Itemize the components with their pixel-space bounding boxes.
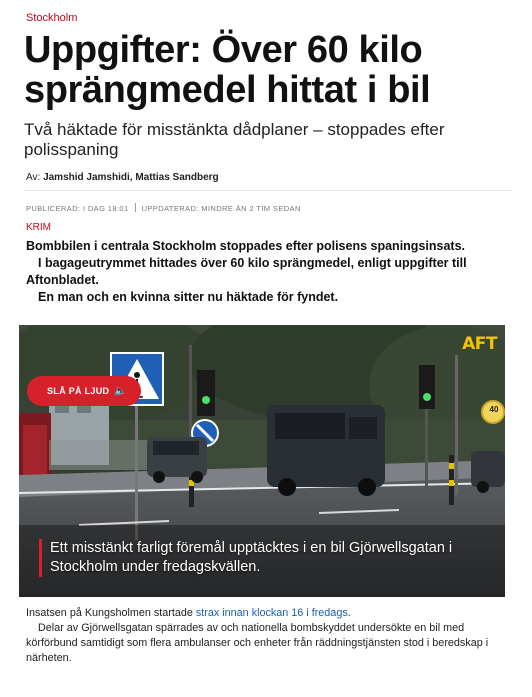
lead-line: En man och en kvinna sitter nu häktade för fyndet. <box>38 290 339 304</box>
aftonbladet-logo: AFT <box>462 334 497 354</box>
video-caption: Ett misstänkt farligt föremål upptäcktes i en bil Gjörwellsgatan i Stockholm under fredagskvällen. <box>39 539 505 577</box>
unmute-label: SLÅ PÅ LJUD <box>47 386 110 396</box>
body-paragraph: Delar av Gjörwellsgatan spärrades av och nationella bombskyddet undersökte en bil med körförbund samtidigt som flera ambulanser och enheter från räddningstjänsten stod i beredskap i närheten. <box>26 622 489 664</box>
speed-sign-number: 40 <box>489 405 499 414</box>
publish-meta <box>26 203 301 213</box>
body-text-suffix: . <box>347 607 351 619</box>
unmute-button[interactable] <box>27 376 141 406</box>
section-label[interactable]: Stockholm <box>26 12 78 24</box>
byline <box>26 172 219 183</box>
article-body <box>26 606 516 666</box>
lead-paragraph <box>26 238 512 306</box>
body-paragraph <box>26 606 516 621</box>
lead-line: I bagageutrymmet hittades över 60 kilo sprängmedel, enligt uppgifter till Aftonbladet. <box>26 256 467 287</box>
headline: Uppgifter: Över 60 kilo sprängmedel hittat i bil <box>24 29 431 111</box>
author-names[interactable]: Jamshid Jamshidi, Mattias Sandberg <box>43 172 219 183</box>
byline-prefix: Av: <box>26 172 41 183</box>
video-player[interactable] <box>19 325 505 597</box>
meta-separator <box>135 203 136 212</box>
body-text-prefix: Insatsen på Kungsholmen startade <box>26 607 196 619</box>
lead-line: Bombbilen i centrala Stockholm stoppades efter polisens spaningsinsats. <box>26 239 465 253</box>
updated-time: UPPDATERAD: MINDRE ÄN 2 TIM SEDAN <box>141 204 301 213</box>
inline-link[interactable]: strax innan klockan 16 i fredags <box>195 607 348 619</box>
divider <box>24 190 512 191</box>
category-tag[interactable]: KRIM <box>26 222 51 233</box>
published-time: PUBLICERAD: I DAG 18:01 <box>26 204 129 213</box>
speaker-icon: 🔈 <box>114 386 128 397</box>
subheadline: Två häktade för misstänkta dådplaner – stoppades efter polisspaning <box>24 120 445 159</box>
